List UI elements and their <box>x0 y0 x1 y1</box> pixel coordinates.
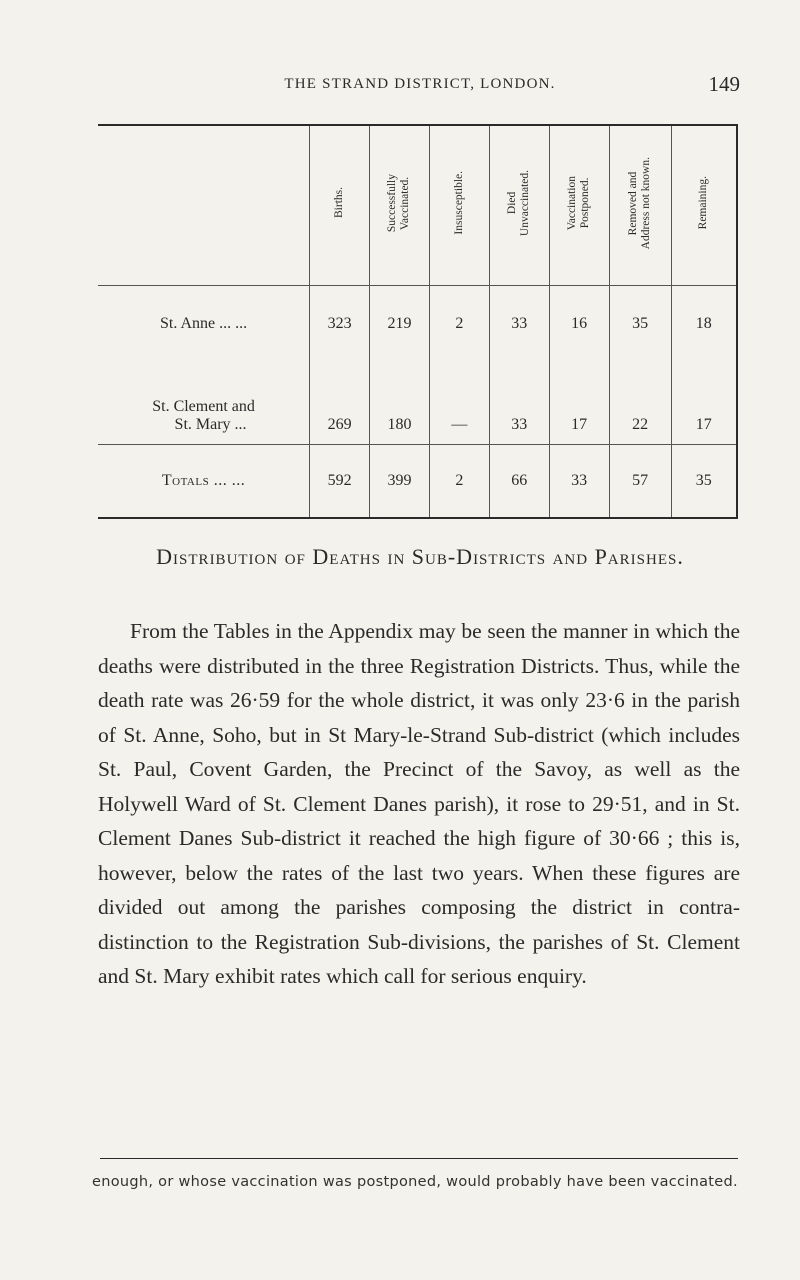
column-header: Births. <box>310 125 370 285</box>
table-cell: 35 <box>609 285 671 354</box>
page-number: 149 <box>708 72 740 96</box>
table-cell: 66 <box>489 444 549 518</box>
table-cell: 592 <box>310 444 370 518</box>
table-cell: 399 <box>370 444 430 518</box>
table-cell: 2 <box>429 444 489 518</box>
table-cell: — <box>429 354 489 445</box>
table-cell: 35 <box>671 444 737 518</box>
table-cell: 17 <box>671 354 737 445</box>
totals-label: Totals ... ... <box>98 444 310 518</box>
row-label: St. Anne ... ... <box>159 314 248 332</box>
column-header: Vaccination Postponed. <box>549 125 609 285</box>
table-cell: 18 <box>671 285 737 354</box>
header-blank <box>98 125 310 285</box>
table-cell: 57 <box>609 444 671 518</box>
column-header: Remaining. <box>671 125 737 285</box>
table-row <box>98 354 737 445</box>
table-cell: 33 <box>549 444 609 518</box>
column-header: Insusceptible. <box>429 125 489 285</box>
column-header: Successfully Vaccinated. <box>370 125 430 285</box>
row-label-line: St. Mary ... <box>174 415 247 433</box>
column-header: Removed and Address not known. <box>609 125 671 285</box>
table-cell: 2 <box>429 285 489 354</box>
table-cell: 33 <box>489 354 549 445</box>
footnote: enough, or whose vaccination was postponed, would probably have been vaccinated. <box>92 1174 738 1190</box>
table-cell: 219 <box>370 285 430 354</box>
row-label <box>98 354 310 445</box>
table-cell: 22 <box>609 354 671 445</box>
table-cell: 33 <box>489 285 549 354</box>
table-cell: 17 <box>549 354 609 445</box>
table-cell: 16 <box>549 285 609 354</box>
table-cell: 323 <box>310 285 370 354</box>
footnote-divider <box>100 1158 738 1159</box>
running-title: THE STRAND DISTRICT, LONDON. <box>284 76 556 92</box>
section-heading: Distribution of Deaths in Sub-Districts and Parishes. <box>156 544 684 569</box>
table-cell: 269 <box>310 354 370 445</box>
table-row <box>98 285 737 354</box>
body-paragraph: From the Tables in the Appendix may be seen the manner in which the deaths were distributed in the three Registration Districts. Thus, while the death rate was 26·59 for the whole district, it was only 23·6 in the parish of St. Anne, Soho, but in St Mary-le-Strand Sub-district (which includes St. Paul, Covent Garden, the Precinct of the Savoy, as well as the Holywell Ward of St. Clement Danes parish), it rose to 29·51, and in St. Clement Danes Sub-district it reached the high figure of 30·66 ; this is, however, below the rates of the last two years. When these figures are divided out among the parishes composing the district in contra-distinction to the Registration Sub-divisions, the parishes of St. Clement and St. Mary exhibit rates which call for serious enquiry. <box>98 619 740 988</box>
table-cell: 180 <box>370 354 430 445</box>
row-label-line: St. Clement and <box>152 397 255 415</box>
column-header: Died Unvaccinated. <box>489 125 549 285</box>
table-header-row <box>98 125 737 285</box>
page-header <box>100 72 740 102</box>
vaccination-table <box>98 124 738 519</box>
totals-row <box>98 444 737 518</box>
